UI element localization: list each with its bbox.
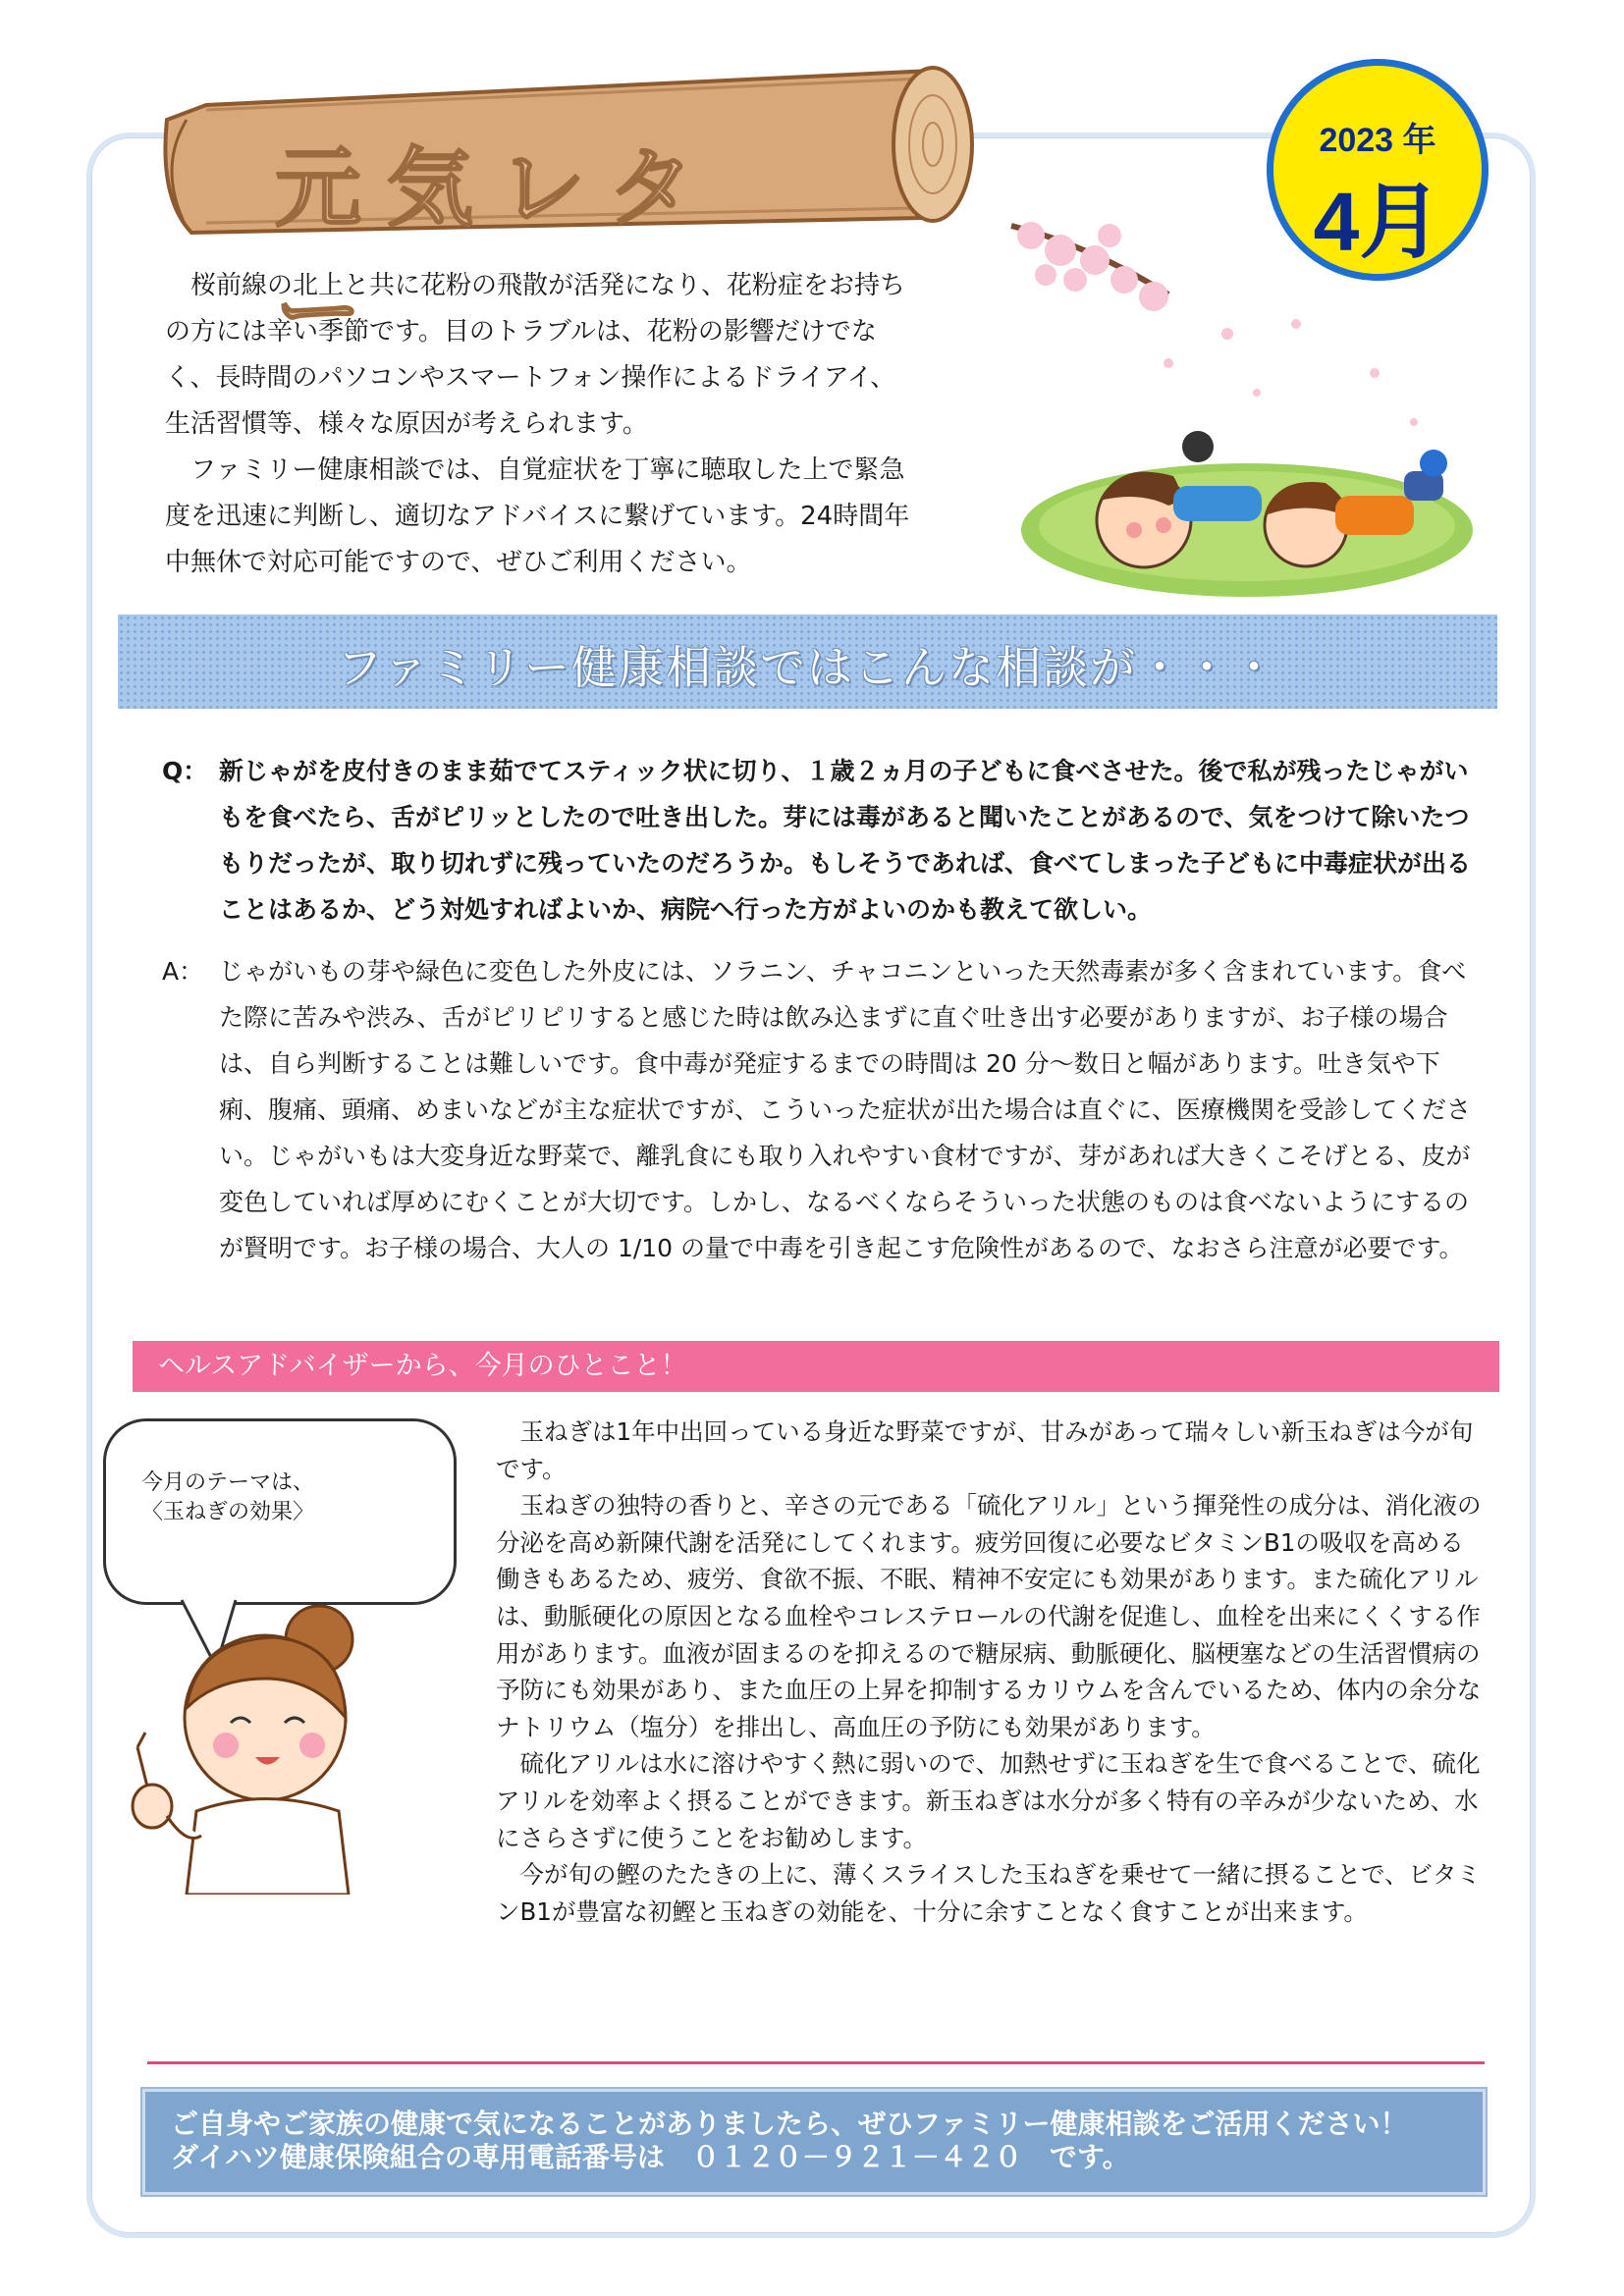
section-banner — [118, 614, 1497, 709]
children-lying-on-grass-illustration — [1001, 206, 1492, 599]
bubble-line-2: 〈玉ねぎの効果〉 — [141, 1500, 315, 1524]
bubble-line-1: 今月のテーマは、 — [141, 1470, 315, 1495]
advisor-paragraph-3: 硫化アリルは水に溶けやすく熱に弱いので、加熱せずに玉ねぎを生で食べることで、硫化アリルを効率よく摂ることができます。新玉ねぎは水分が多く特有の辛みが少ないため、水にさらさずに使うことをお勧めします。 — [496, 1749, 1481, 1852]
advisor-paragraph-4: 今が旬の鰹のたたきの上に、薄くスライスした玉ねぎを乗せて一緒に摂ることで、ビタミンB1が豊富な初鰹と玉ねぎの効能を、十分に余すことなく食すことが出来ます。 — [496, 1860, 1482, 1926]
answer-label: A： — [162, 957, 204, 986]
date-month: 4月 — [1313, 176, 1442, 268]
newsletter-title: 元気レター — [275, 137, 720, 362]
nurse-advisor-illustration — [118, 1600, 373, 1895]
date-year: 2023 年 — [1319, 122, 1436, 159]
question-text: 新じゃがを皮付きのまま茹でてスティック状に切り、１歳２ヵ月の子どもに食べさせた。後で私が残ったじゃがいもを食べたら、舌がピリッとしたので吐き出した。芽には毒があると聞いたことがあるので、気をつけて除いたつもりだったが、取り切れずに残っていたのだろうか。もしそうであれば、食べてしまった子どもに中毒症状が出ることはあるか、どう対処すればよいか、病院へ行った方がよいのかも教えて欲しい。 — [219, 757, 1472, 924]
answer-block — [162, 948, 1478, 1271]
advisor-paragraph-2: 玉ねぎの独特の香りと、辛さの元である「硫化アリル」という揮発性の成分は、消化液の分泌を高め新陳代謝を活発にしてくれます。疲労回復に必要なビタミンB1の吸収を高める働きもあるため、疲労、食欲不振、不眠、精神不安定にも効果があります。また硫化アリルは、動脈硬化の原因となる血栓やコレステロールの代謝を促進し、血栓を出来にくくする作用があります。血液が固まるのを抑えるので糖尿病、動脈硬化、脳梗塞などの生活習慣病の予防にも効果があり、また血圧の上昇を抑制するカリウムを含んでいるため、体内の余分なナトリウム（塩分）を排出し、高血圧の予防にも効果があります。 — [496, 1491, 1482, 1741]
intro-paragraph-2: ファミリー健康相談では、自覚症状を丁寧に聴取した上で緊急度を迅速に判断し、適切なアドバイスに繋げています。24時間年中無休で対応可能ですので、ぜひご利用ください。 — [165, 455, 910, 577]
advisor-heading: ヘルスアドバイザーから、今月のひとこと！ — [133, 1341, 1499, 1392]
intro-text — [165, 263, 921, 586]
answer-text: じゃがいもの芽や緑色に変色した外皮には、ソラニン、チャコニンといった天然毒素が多く含まれています。食べた際に苦みや渋み、舌がピリピリすると感じた時は飲み込まずに直ぐ吐き出す必要がありますが、お子様の場合は、自ら判断することは難しいです。食中毒が発症するまでの時間は 20 分～数日と幅があります。吐き気や下痢、腹痛、頭痛、めまいなどが主な症状ですが、こういった症状が出た場合は直ぐに、医療機関を受診してください。じゃがいもは大変身近な野菜で、離乳食にも取り入れやすい食材ですが、芽があれば大きくこそげとる、皮が変色していれば厚めにむくことが大切です。しかし、なるべくならそういった状態のものは食べないようにするのが賢明です。お子様の場合、大人の 1/10 の量で中毒を引き起こす危険性があるので、なおさら注意が必要です。 — [219, 957, 1472, 1262]
divider — [147, 2061, 1485, 2064]
footer-box — [142, 2089, 1486, 2195]
advisor-paragraph-1: 玉ねぎは1年中出回っている身近な野菜ですが、甘みがあって瑞々しい新玉ねぎは今が旬です。 — [496, 1417, 1474, 1483]
question-block — [162, 748, 1478, 933]
footer-line-1: ご自身やご家族の健康で気になることがありましたら、ぜひファミリー健康相談をご活用ください！ — [171, 2108, 1408, 2140]
intro-paragraph-1: 桜前線の北上と共に花粉の飛散が活発になり、花粉症をお持ちの方には辛い季節です。目のトラブルは、花粉の影響だけでなく、長時間のパソコンやスマートフォン操作によるドライアイ、生活習慣等、様々な原因が考えられます。 — [165, 271, 906, 439]
advisor-text — [496, 1414, 1483, 1930]
question-label: Q： — [162, 757, 208, 785]
banner-title: ファミリー健康相談ではこんな相談が・・・ — [336, 641, 1279, 694]
speech-bubble — [103, 1418, 457, 1605]
footer-line-2: ダイハツ健康保険組合の専用電話番号は ０１２０－９２１－４２０ です。 — [171, 2141, 1130, 2173]
